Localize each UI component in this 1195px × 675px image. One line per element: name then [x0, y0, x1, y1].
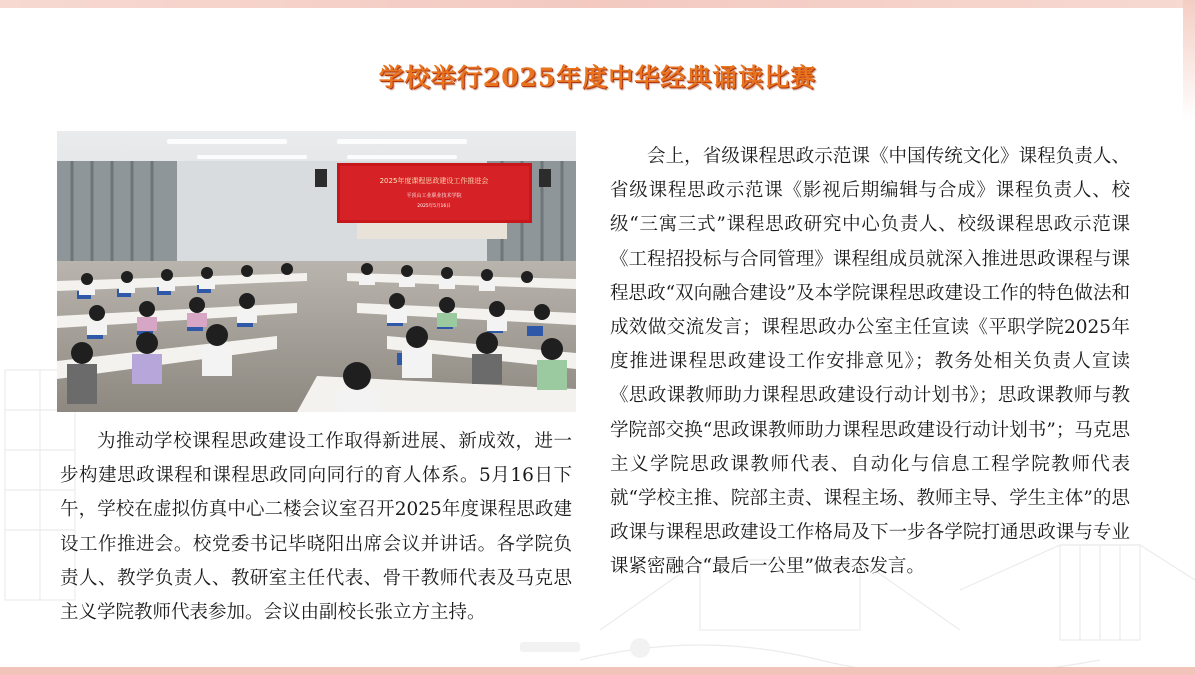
- body-paragraph-left: 为推动学校课程思政建设工作取得新进展、新成效，进一步构建思政课程和课程思政同向同行的育人体系。5月16日下午，学校在虚拟仿真中心二楼会议室召开2025年度课程思政建设工作推进会。校党委书记毕晓阳出席会议并讲话。各学院负责人、教学负责人、教研室主任代表、骨干教师代表及马克思主义学院教师代表参加。会议由副校长张立方主持。: [60, 431, 572, 624]
- page-title: 学校举行2025年度中华经典诵读比赛: [378, 63, 817, 92]
- top-decor-stripe: [0, 0, 1195, 8]
- bottom-decor-bar: [0, 667, 1195, 675]
- meeting-photo: [57, 131, 576, 412]
- banner-text-org: 平顶山工业职业技术学院: [406, 193, 462, 199]
- banner-text-date: 2025年5月16日: [417, 204, 451, 209]
- body-paragraph-right: 会上，省级课程思政示范课《中国传统文化》课程负责人、省级课程思政示范课《影视后期编辑与合成》课程负责人、校级“三寓三式”课程思政研究中心负责人、校级课程思政示范课《工程招投标与合同管理》课程组成员就深入推进思政课程与课程思政“双向融合建设”及本学院课程思政建设工作的特色做法和成效做交流发言；课程思政办公室主任宣读《平职学院2025年度推进课程思政建设工作安排意见》；教务处相关负责人宣读《思政课教师助力课程思政建设行动计划书》；思政课教师与教学院部交换“思政课教师助力课程思政建设行动计划书”；马克思主义学院思政课教师代表、自动化与信息工程学院教师代表就“学校主推、院部主责、课程主场、教师主导、学生主体”的思政课与课程思政建设工作格局及下一步各学院打通思政课与专业课紧密融合“最后一公里”做表态发言。: [610, 146, 1130, 578]
- banner-text-main: 2025年度课程思政建设工作推进会: [379, 177, 489, 185]
